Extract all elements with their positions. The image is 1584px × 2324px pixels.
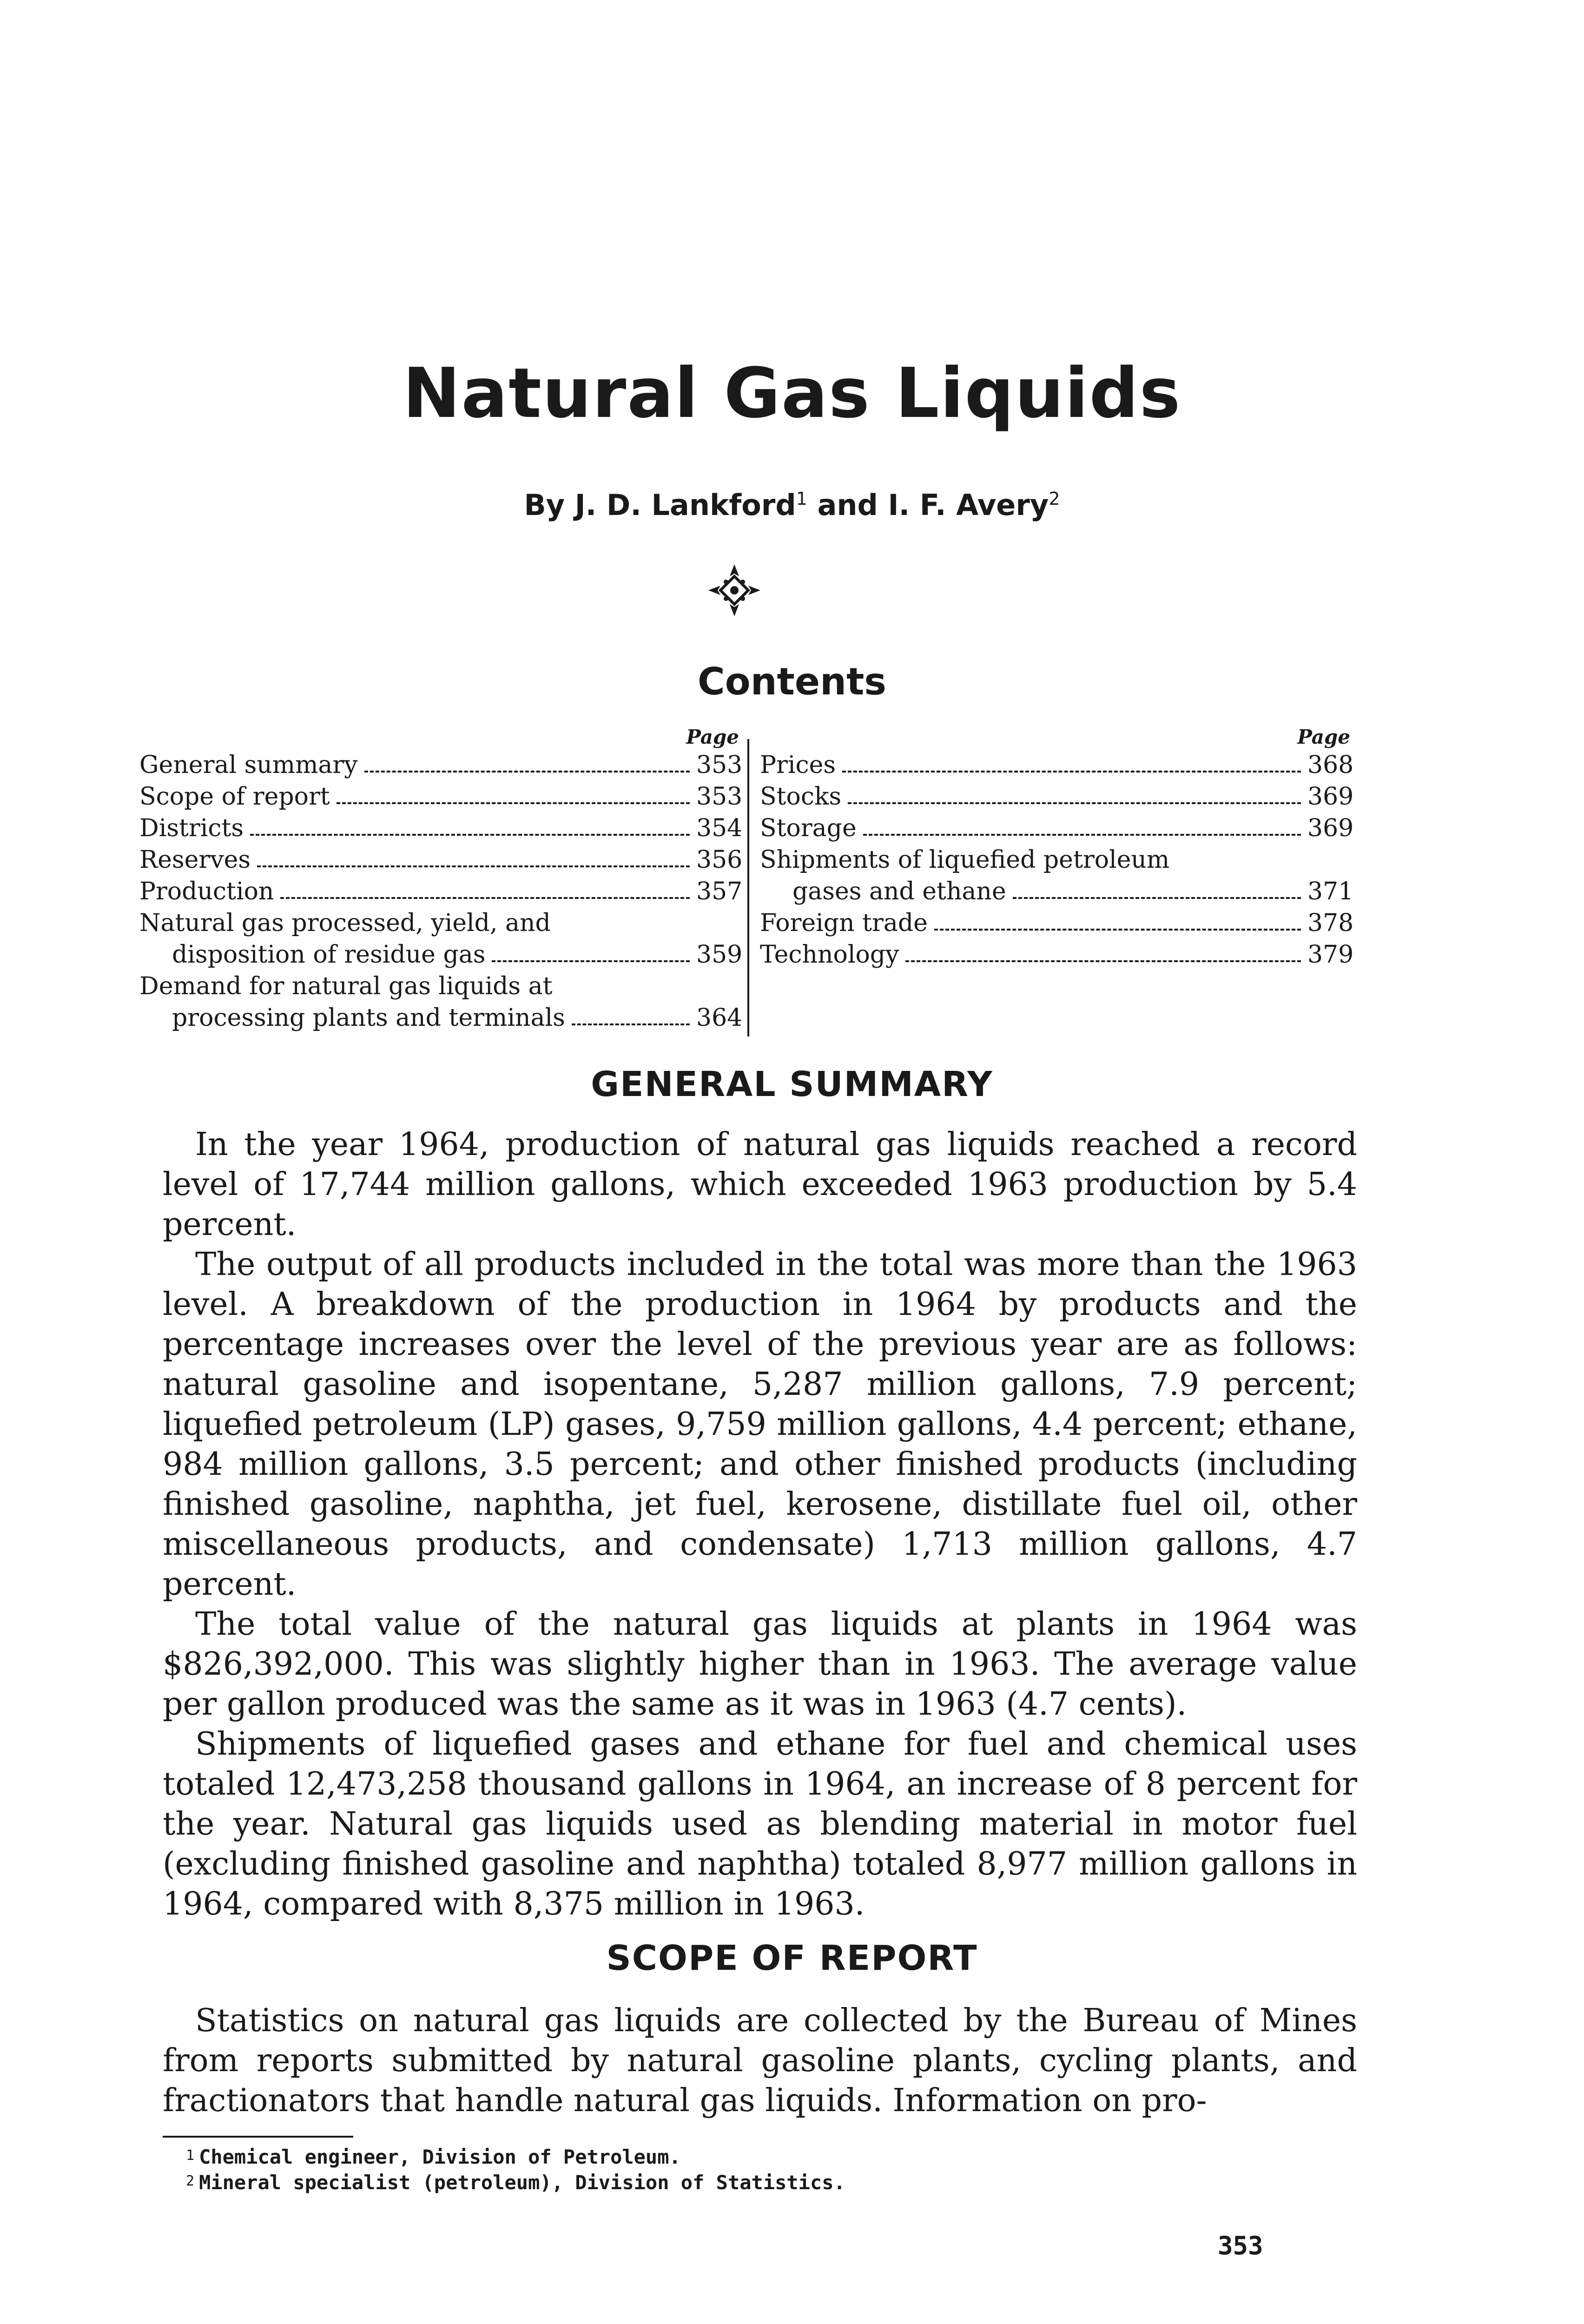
toc-entry-label: Foreign trade <box>760 909 928 937</box>
author-2: I. F. Avery <box>888 488 1049 522</box>
toc-entry[interactable] <box>760 812 1354 844</box>
toc-entry[interactable] <box>139 1002 743 1034</box>
leader-dots <box>842 771 1301 772</box>
toc-entry-label: Technology <box>760 941 899 969</box>
footnote <box>186 2144 845 2169</box>
toc-entry[interactable] <box>760 939 1354 971</box>
leader-dots <box>863 834 1301 836</box>
byline <box>0 488 1584 522</box>
toc-entry[interactable] <box>139 907 739 939</box>
author-1-footnote-ref: 1 <box>796 489 807 509</box>
leader-dots <box>257 865 690 867</box>
footnote-rule <box>163 2136 353 2138</box>
byline-prefix: By <box>524 488 565 522</box>
toc-entry[interactable] <box>139 939 743 971</box>
toc-entry-label: Production <box>139 878 274 905</box>
toc-entry[interactable] <box>139 876 743 907</box>
footnote-mark: 1 <box>186 2147 195 2164</box>
toc-entry-page: 369 <box>1307 814 1354 842</box>
toc-entry[interactable] <box>760 844 1350 876</box>
toc-entry-label: Reserves <box>139 846 251 874</box>
toc-entry-page: 353 <box>696 751 743 779</box>
footnotes <box>186 2144 845 2195</box>
toc-entry-page: 359 <box>696 941 743 969</box>
toc-entry-label: processing plants and terminals <box>172 1004 565 1032</box>
toc-entry-label: Demand for natural gas liquids at <box>139 972 553 1000</box>
contents-heading: Contents <box>698 660 886 703</box>
paragraph: The output of all products included in the total was more than the 1963 level. A breakdown of the production in 1964 by products and the percentage increases over the level of the previous year are as follows: natural gasoline and isopentane, 5,287 million gallons, 7.9 percent; liquefied petroleum (LP) gases, 9,759 million gallons, 4.4 percent; ethane, 984 million gallons, 3.5 percent; and other finished products (including finished gasoline, naphtha, jet fuel, kerosene, distillate fuel oil, other miscellaneous products, and condensate) 1,713 million gallons, 4.7 percent. <box>163 1246 1357 1603</box>
toc-entry[interactable] <box>139 749 743 781</box>
toc-entry-label: Storage <box>760 814 857 842</box>
paragraph: The total value of the natural gas liquids at plants in 1964 was $826,392,000. This was slightly higher than in 1963. The average value per gallon produced was the same as it was in 1963 (4.7 cents). <box>163 1606 1357 1723</box>
toc-entry-label: General summary <box>139 751 358 779</box>
byline-conjunction: and <box>817 488 878 522</box>
contents-page-label: Page <box>1297 726 1350 748</box>
toc-entry-label: Natural gas processed, yield, and <box>139 909 551 937</box>
page-number: 353 <box>1218 2231 1263 2260</box>
toc-entry-page: 353 <box>696 783 743 811</box>
toc-entry[interactable] <box>139 844 743 876</box>
toc-entry-page: 371 <box>1307 878 1354 905</box>
leader-dots <box>280 897 690 899</box>
decorative-fleuron-icon <box>706 562 762 618</box>
toc-entry-label: Districts <box>139 814 244 842</box>
contents-left-column <box>139 725 743 1034</box>
toc-entry[interactable] <box>760 876 1354 907</box>
toc-entry[interactable] <box>760 781 1354 812</box>
footnote-mark: 2 <box>186 2173 195 2189</box>
paragraph: In the year 1964, production of natural gas liquids reached a record level of 17,744 million gallons, which exceeded 1963 production by 5.4 percent. <box>163 1126 1357 1243</box>
toc-entry[interactable] <box>139 781 743 812</box>
footnote-text: Chemical engineer, Division of Petroleum. <box>199 2146 681 2168</box>
leader-dots <box>337 802 690 804</box>
general-summary-heading: GENERAL SUMMARY <box>591 1064 993 1104</box>
toc-entry-page: 379 <box>1307 941 1354 969</box>
toc-entry-page: 354 <box>696 814 743 842</box>
contents-column-divider <box>747 739 749 1037</box>
footnote-text: Mineral specialist (petroleum), Division of Statistics. <box>199 2171 845 2194</box>
leader-dots <box>1013 897 1301 899</box>
toc-entry[interactable] <box>760 907 1354 939</box>
toc-entry-label: disposition of residue gas <box>172 941 486 969</box>
toc-entry-label: gases and ethane <box>792 878 1006 905</box>
footnote <box>186 2169 845 2195</box>
toc-entry-page: 356 <box>696 846 743 874</box>
paragraph: Statistics on natural gas liquids are collected by the Bureau of Mines from reports submitted by natural gasoline plants, cycling plants, and fractionators that handle natural gas liquids. Information on pro- <box>163 2002 1357 2119</box>
scope-of-report-heading: SCOPE OF REPORT <box>606 1938 978 1978</box>
toc-entry-label: Prices <box>760 751 836 779</box>
toc-entry-page: 364 <box>696 1004 743 1032</box>
contents-page-label: Page <box>686 726 739 748</box>
leader-dots <box>364 771 690 772</box>
toc-entry-page: 357 <box>696 878 743 905</box>
toc-entry-page: 368 <box>1307 751 1354 779</box>
toc-entry[interactable] <box>139 971 739 1002</box>
toc-entry-label: Scope of report <box>139 783 330 811</box>
author-2-footnote-ref: 2 <box>1049 489 1060 509</box>
leader-dots <box>250 834 690 836</box>
leader-dots <box>905 960 1301 962</box>
toc-entry[interactable] <box>139 812 743 844</box>
leader-dots <box>572 1023 690 1025</box>
contents-right-column <box>760 725 1354 971</box>
toc-entry[interactable] <box>760 749 1354 781</box>
author-1: J. D. Lankford <box>574 488 796 522</box>
leader-dots <box>492 960 690 962</box>
toc-entry-page: 378 <box>1307 909 1354 937</box>
leader-dots <box>934 929 1301 931</box>
toc-entry-label: Stocks <box>760 783 842 811</box>
paragraph: Shipments of liquefied gases and ethane for fuel and chemical uses totaled 12,473,258 thousand gallons in 1964, an increase of 8 percent for the year. Natural gas liquids used as blending material in motor fuel (excluding finished gasoline and naphtha) totaled 8,977 million gallons in 1964, compared with 8,375 million in 1963. <box>163 1726 1357 1922</box>
general-summary-body <box>163 1125 1357 1924</box>
document-title: Natural Gas Liquids <box>403 353 1181 433</box>
toc-entry-page: 369 <box>1307 783 1354 811</box>
leader-dots <box>848 802 1301 804</box>
scope-of-report-body <box>163 2001 1357 2121</box>
toc-entry-label: Shipments of liquefied petroleum <box>760 846 1170 874</box>
